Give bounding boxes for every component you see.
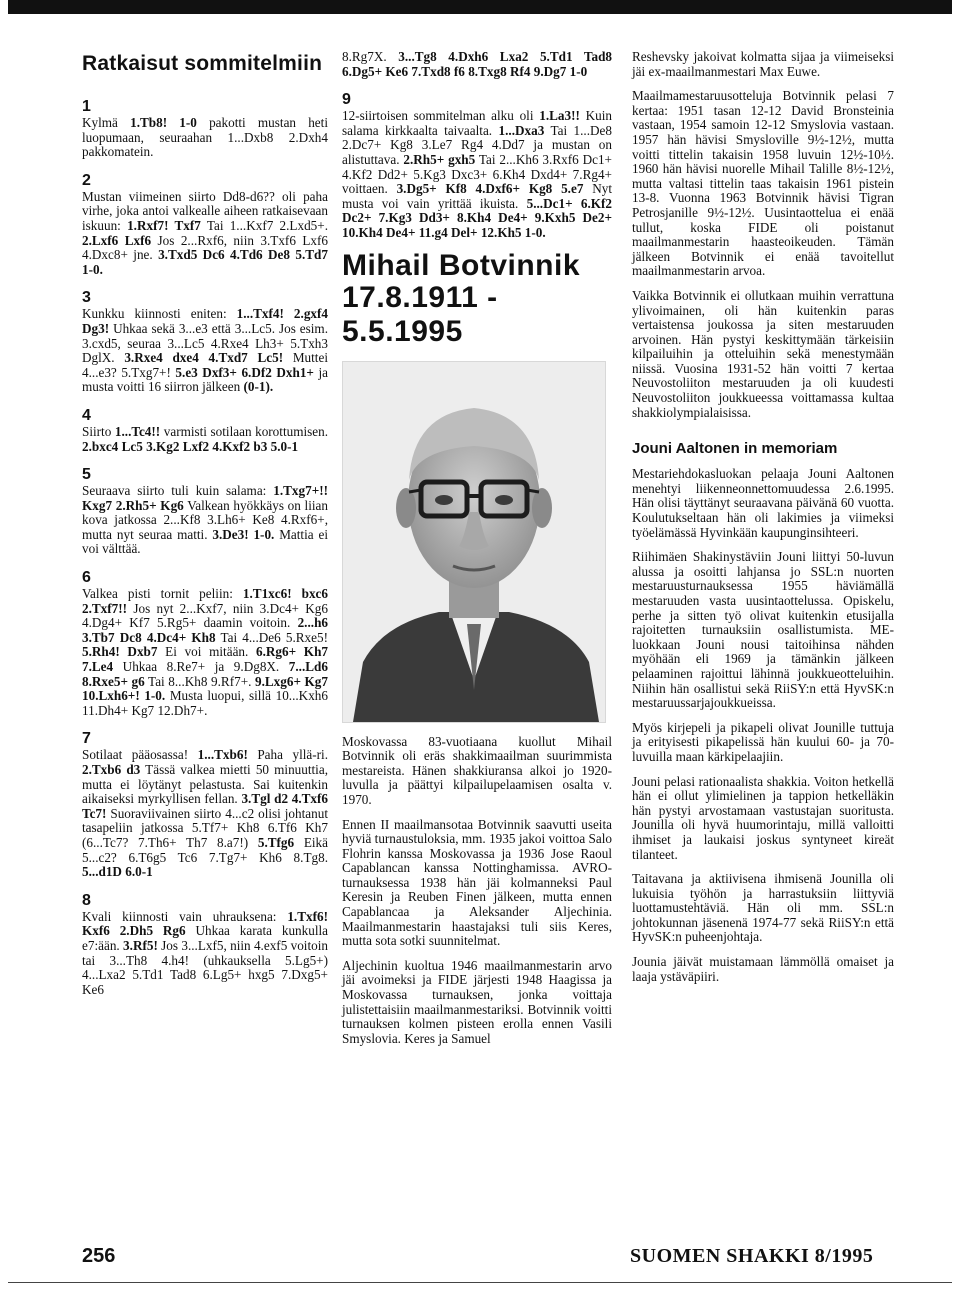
bottom-rule xyxy=(8,1282,952,1283)
solutions-list xyxy=(82,98,328,997)
memoriam-title: Jouni Aaltonen in memoriam xyxy=(632,440,838,458)
solution-5-text: Seuraava siirto tuli kuin salama: 1.Txg7+!! Kxg7 2.Rh5+ Kg6 Valkean hyökkäys on liian kova jatkossa 2...Kf8 3.Lh6+ Ke8 4.Rxf6+, mutta nyt seuraa matti. 3.De3! 1-0. Mattia ei voi välttää. xyxy=(82,483,328,557)
botvinnik-para-4: Maailmamestaruusotteluja Botvinnik pelasi 7 kertaa: 1951 tasan 12-12 David Bronsteinia vastaan, 1954 samoin 12-12 Smyslovia vastaan. 1957 hän hävisi Smysloville 9½-12½, mutta voitti tittelin takaisin 1958 luvuin 12½-10½. 1960 hän hävisi nuorelle Mihail Talille 8½-12½, mutta valtasi tittelin taas takaisin 1961 pistein 13-8. Vuonna 1963 Botvinnik hävisi Tigran Petrosjanille 9½-12½. Uusintaottelua ei enää tullut, koska FIDE oli poistanut maailmanmestarin haasteoikeuden. Tämän jälkeen Botvinnik ei enää tavoitellut maailmanmestarin arvoa. xyxy=(632,88,894,279)
solution-4-text: Siirto 1...Tc4!! varmisti sotilaan korottumisen. 2.bxc4 Lc5 3.Kg2 Lxf2 4.Kxf2 b3 5.0-1 xyxy=(82,423,328,454)
memoriam-para-4: Jouni pelasi rationaalista shakkia. Voiton hetkellä hän ei ollut ylimielinen ja tappion hetkelläkin hän pystyi arvostamaan vastustajan suoritusta. Jounilla oli hyvä huumorintaju, millä valloitti ihmiset ja laukaisi joskus syntyneet kireät tilanteet. xyxy=(632,773,894,862)
solution-7-text: Sotilaat pääosassa! 1...Txb6! Paha yllä-ri. 2.Txb6 d3 Tässä valkea mietti 50 minuuttia, mutta ei löytänyt pelastusta. Sai kuitenkin aikaiseksi myrkyllisen fellan. 3.Tgl d2 4.Txf6 Tc7! Suoraviivainen siirto 4...c2 olisi johtanut tasapeliin jatkossa 5.Tf7+ Kh8 6.Tf6 Kh7 (6...Tc7? 7.Th6+ Th7 8.a7!) 5.Tfg6 Eikä 5...c2? 6.T6g5 Tc6 7.Tg7+ Kh6 8.Tg8. 5...d1D 6.0-1 xyxy=(82,747,329,880)
memoriam-para-2: Riihimäen Shakinystäviin Jouni liittyi 50-luvun alussa ja osoitti lahjansa jo SSL:n nuorten mestaruusturnauksessa 1955 häviämällä mestaruuden vasta uusintaottelussa. Opiskelu, perhe ja sitten työ olivat kuitenkin etusijalla rajoitetten turnauksiin osallistumista. ME-luokkaan Jouni nousi taitoihinsa nähden myöhään eli 1969 ja tämänkin jälkeen pelaaminen rajoittui lähinnä joukkueotteluihin. Niihin hän osallistui sekä RiiSY:n että HyvSK:n mestaruussarjajoukkueissa. xyxy=(632,549,894,711)
photo-caption: Moskovassa 83-vuotiaana kuollut Mihail Botvinnik oli eräs shakkimaailman suurimmista mestareista. Hänen shakkiuransa alkoi jo 1920-luvulla ja päättyi kilpailupelaamisen osalta v. 1970. xyxy=(342,733,612,807)
article-dates: 17.8.1911 - 5.5.1995 xyxy=(342,280,498,348)
solution-6-text: Valkea pisti tornit peliin: 1.T1xc6! bxc6 2.Txf7!! Jos nyt 2...Kxf7, niin 3.Dc4+ Kg6 4.Dg4+ Kf7 5.Rg5+ daamin voitoin. 2...h6 3.Tb7 Dc8 4.Dc4+ Kh8 Tai 4...De6 5.Rxe5! 5.Rh4! Dxb7 Ei voi mitään. 6.Rg6+ Kh7 7.Le4 Uhkaa 8.Re7+ ja 9.Dg8X. 7...Ld6 8.Rxe5+ g6 Tai 8...Kh8 9.Rf7+. 9.Lxg6+ Kg7 10.Lxh6+! 1-0. Musta luopui, sillä 10...Kxh6 11.Dh4+ Kg7 12.Dh7+. xyxy=(82,586,328,718)
solution-number-8: 8 xyxy=(82,891,91,909)
solution-number-3: 3 xyxy=(82,289,91,307)
solution-2-text: Mustan viimeinen siirto Dd8-d6?? oli paha virhe, joka antoi valkealle aiheen ratkaisevaan iskuun: 1.Rxf7! Txf7 Tai 1...Kxf7 2.Lxd5+. 2.Lxf6 Lxf6 Jos 2...Rxf6, niin 3.Txf6 Lxf6 4.Dxc8+ jne. 3.Txd5 Dc6 4.Td6 De8 5.Td7 1-0. xyxy=(82,188,328,277)
memoriam-para-5: Taitavana ja aktiivisena ihmisenä Jounilla oli lukuisia työhön ja harrastuksiin liittyviä luottamustehtäviä. Hän oli mm. SSL:n johtokunnan jäsenenä 1974-77 sekä RiiSY:n että HyvSK:n puheenjohtaja. xyxy=(632,871,894,945)
middle-column xyxy=(342,50,612,1056)
solution-8-continued: 8.Rg7X. 3...Tg8 4.Dxh6 Lxa2 5.Td1 Tad8 6.Dg5+ Ke6 7.Txd8 f6 8.Txg8 Rf4 9.Dg7 1-0 xyxy=(342,49,612,79)
solution-3-text: Kunkku kiinnosti eniten: 1...Txf4! 2.gxf4 Dg3! Uhkaa sekä 3...e3 että 3...Lc5. Jos esim. 3.cxd5, seuraa 3...Lc5 4.Rxe4 Lh3+ 5.Txh3 DglX. 3.Rxe4 dxe4 4.Txd7 Lc5! Muttei 4...e3? 5.Txg7+! 5.e3 Dxf3+ 6.Df2 Dxh1+ ja musta voitti 16 siirron jälkeen (0-1). xyxy=(82,306,329,395)
botvinnik-portrait-photo xyxy=(342,361,606,723)
memoriam-para-1: Mestariehdokasluokan pelaaja Jouni Aaltonen menehtyi liikenneonnettomuudessa 2.6.1995. Hän olisi täyttänyt seuraavana päivänä 60 vuotta. Koulutukseltaan hän oli lakimies ja viimeksi työelämässä Hyvinkään kaupunginsihteeri. xyxy=(632,466,894,540)
solutions-title: Ratkaisut sommitelmiin xyxy=(82,52,323,75)
solution-number-6: 6 xyxy=(82,569,91,587)
solution-9-text: 12-siirtoisen sommitelman alku oli 1.La3!! Kuin salama kirkkaalta taivaalta. 1...Dxa3 Tai 1...De8 2.Dc7+ Kg8 3.Le7 Rg4 4.Dd7 ja mustan on alistuttava. 2.Rh5+ gxh5 Tai 2...Kh6 3.Rxf6 Dc1+ 4.Kf2 Dd2+ 5.Kg3 Dxc3+ 6.Kh4 Dxd4+ 7.Rg4+ voittaen. 3.Dg5+ Kf8 4.Dxf6+ Kg8 5.e7 Nyt musta voi vain yrittää ikuista. 5...Dc1+ 6.Kf2 Dc2+ 7.Kg3 Dd3+ 8.Kh4 De4+ 9.Kxh5 De2+ 10.Kh4 De4+ 11.g4 Del+ 12.Kh5 1-0. xyxy=(342,108,612,240)
botvinnik-para-2: Aljechinin kuoltua 1946 maailmanmestarin arvo jäi avoimeksi ja FIDE järjesti 1948 Haagissa ja Moskovassa turnauksen, jonka voittaja julistettaisiin maailmanmestariksi. Botvinnik voitti turnauksen kolmen pisteen erolla ennen Vasili Smyslovia. Keres ja Samuel xyxy=(342,957,612,1046)
right-column xyxy=(632,50,894,994)
botvinnik-para-1: Ennen II maailmansotaa Botvinnik saavutti useita hyviä turnaustuloksia, mm. 1935 jakoi voittoa Salo Flohrin kanssa Moskovassa ja 1936 Jose Raoul Capablancan kanssa Nottinghamissa. AVRO-turnauksessa 1938 hän jäi kolmanneksi Paul Keresin ja Reuben Finen jälkeen, mutta ennen Capablancaa ja Aleksander Aljechinia. Maailmanmestarin haastajaksi tuli siis Keres, mutta sota sotki suunnitelmat. xyxy=(342,816,612,949)
botvinnik-para-3: Reshevsky jakoivat kolmatta sijaa ja viimeiseksi jäi ex-maailmanmestari Max Euwe. xyxy=(632,49,894,79)
solution-number-5: 5 xyxy=(82,466,91,484)
page-number: 256 xyxy=(82,1245,116,1267)
solution-number-1: 1 xyxy=(82,98,91,115)
memoriam-para-3: Myös kirjepeli ja pikapeli olivat Jounille tuttuja ja erityisesti pikapelissä hän kuului 60- ja 70-luvuilla maan kärkipelaajiin. xyxy=(632,719,894,764)
solution-number-7: 7 xyxy=(82,730,91,748)
solution-number-9: 9 xyxy=(342,91,351,109)
solution-8-text: Kvali kiinnosti vain uhrauksena: 1.Txf6! Kxf6 2.Dh5 Rg6 Uhkaa karata kunkulla e7:ään. 3.Rf5! Jos 3...Lxf5, niin 4.exf5 voitoin tai 3...Th8 4.h4! (uhkauksella 5.Lg5+) 4...Lxa2 5.Td1 Tad8 6.Lg5+ hxg5 7.Dxg5+ Ke6 xyxy=(82,908,328,997)
left-column xyxy=(82,52,328,997)
magazine-issue: SUOMEN SHAKKI 8/1995 xyxy=(630,1245,874,1267)
solution-number-2: 2 xyxy=(82,171,91,189)
top-rule xyxy=(8,0,952,14)
solution-number-4: 4 xyxy=(82,406,91,424)
solution-1-text: Kylmä 1.Tb8! 1-0 pakotti mustan heti luopumaan, seuraahan 1...Dxb8 2.Dxh4 pakkomatein. xyxy=(82,115,328,160)
article-headline: Mihail Botvinnik xyxy=(342,248,581,282)
botvinnik-para-5: Vaikka Botvinnik ei ollutkaan muihin verrattuna ylivoimainen, oli hän kuitenkin paras vertaistensa joukossa ja siten mestaruuden arvoinen. Hän pystyi keskittymään tärkeisiin kilpailuihin ja otteluihin sekä menestymään niissä. Vuosina 1931-52 hän voitti 7 kertaa Neuvostoliiton mestaruuden ja oli kuudesti Neuvostoliiton joukkueessa voittamassa kultaa shakkiolympialaisissa. xyxy=(632,287,894,420)
memoriam-para-6: Jounia jäivät muistamaan lämmöllä omaiset ja laaja ystäväpiiri. xyxy=(632,954,894,984)
portrait-illustration xyxy=(343,362,605,722)
